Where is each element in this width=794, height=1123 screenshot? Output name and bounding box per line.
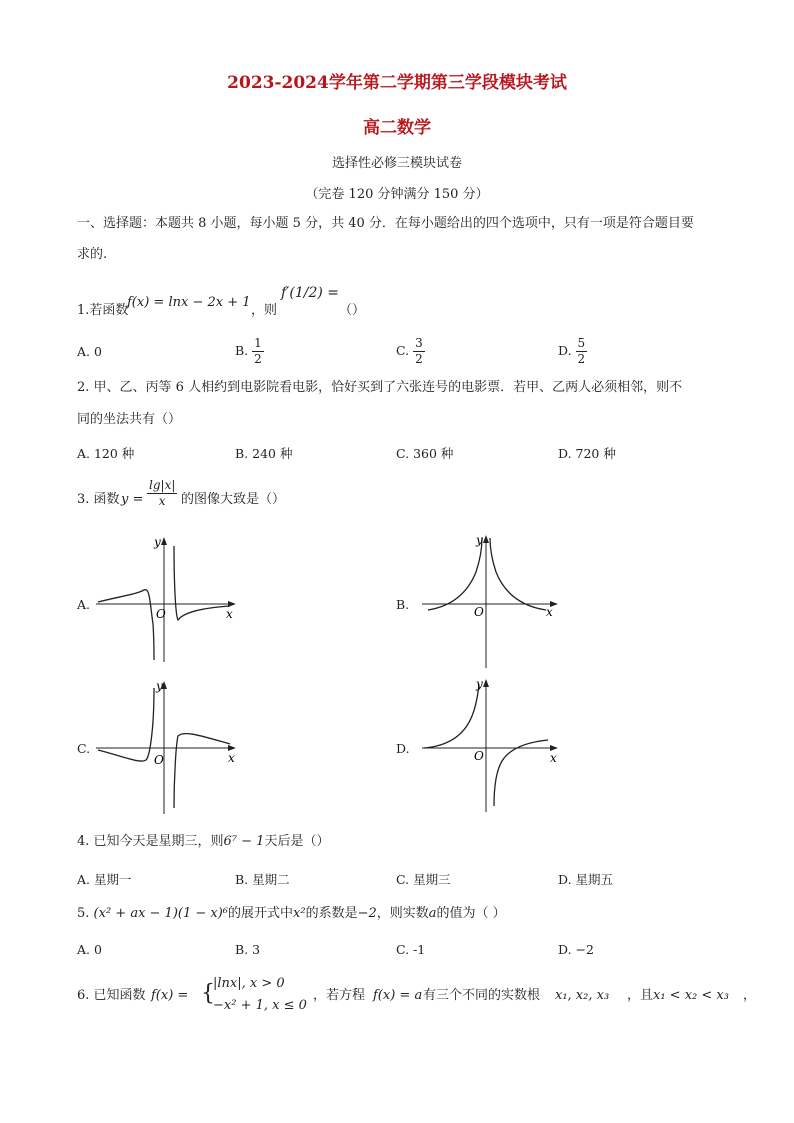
q2-option-a: A. 120 种 [77, 446, 135, 461]
question-3 [77, 478, 477, 522]
exam-subtitle: 选择性必修三模块试卷 [331, 156, 462, 171]
section-intro-line1: 一、选择题：本题共 8 小题，每小题 5 分，共 40 分．在每小题给出的四个选项中，只有一项是符合题目要 [77, 216, 694, 231]
q1-option-b [235, 336, 264, 367]
q6-case1: |lnx|, x > 0 [213, 976, 285, 991]
frac-den: 2 [415, 352, 423, 366]
graph-c-y-label: y [156, 679, 163, 693]
question-1 [77, 283, 757, 327]
graph-a-origin: O [156, 607, 166, 621]
q4-text-b: 天后是（） [264, 834, 330, 849]
question-6 [77, 972, 757, 1020]
graph-d-origin: O [474, 749, 484, 763]
graph-d-y-label: y [476, 677, 483, 691]
q6-fx: f(x) = [151, 988, 189, 1003]
q3-option-b-label: B. [396, 597, 410, 612]
exam-title: 2023-2024学年第二学期第三学段模块考试 [227, 73, 567, 93]
q4-text-a: 4. 已知今天是星期三，则 [77, 834, 224, 849]
question-4 [77, 832, 329, 852]
graph-a-x-label: x [226, 607, 233, 621]
graph-d [418, 676, 568, 816]
time-note: （完卷 120 分钟满分 150 分） [305, 187, 489, 202]
section-intro-line2: 求的. [77, 247, 108, 262]
q1-option-c [396, 336, 425, 367]
graph-b-x-label: x [546, 605, 553, 619]
q6-ineq: x₁ < x₂ < x₃ [653, 988, 729, 1003]
q1-suffix: （） [339, 303, 366, 318]
q6-text-b: 有三个不同的实数根 [423, 988, 541, 1003]
q4-option-c: C. 星期三 [396, 872, 451, 887]
q5-text-d: 的值为（ ） [436, 906, 506, 921]
graph-c [92, 678, 242, 818]
q6-text-a: ，若方程 [313, 988, 366, 1003]
q5-num: 5. [77, 906, 90, 921]
graph-b [418, 532, 568, 672]
q1-option-d-label: D. [558, 343, 572, 358]
question-5 [77, 904, 506, 924]
graph-c-origin: O [154, 753, 164, 767]
frac-den: x [158, 494, 166, 508]
q2-line2: 同的坐法共有（） [77, 412, 182, 427]
q2-option-b: B. 240 种 [235, 446, 293, 461]
q2-option-d: D. 720 种 [558, 446, 616, 461]
q5-text-c: ，则实数 [376, 906, 429, 921]
q4-option-b: B. 星期二 [235, 872, 290, 887]
q3-prefix: 3. 函数 [77, 492, 120, 507]
q5-a: a [428, 906, 437, 921]
q4-formula: 6⁷ − 1 [223, 834, 265, 849]
q5-text-b: 的系数是 [305, 906, 358, 921]
q5-text-a: 的展开式中 [228, 906, 294, 921]
q3-option-a-label: A. [77, 597, 91, 612]
q4-option-a: A. 星期一 [77, 872, 132, 887]
q5-option-b: B. 3 [235, 942, 261, 957]
q3-formula-lhs: y = [121, 492, 144, 507]
graph-a-y-label: y [154, 535, 161, 549]
q2-line1: 2. 甲、乙、丙等 6 人相约到电影院看电影，恰好买到了六张连号的电影票．若甲、乙两人必须相邻，则不 [77, 380, 683, 395]
q6-prefix: 6. 已知函数 [77, 988, 146, 1003]
q1-ask: f′(1/2) = [281, 285, 339, 301]
q1-option-a: A. 0 [77, 344, 102, 359]
q3-option-c-label: C. [77, 741, 91, 756]
q6-text-c: ，且 [627, 988, 654, 1003]
q1-option-c-label: C. [396, 343, 410, 358]
q2-option-c: C. 360 种 [396, 446, 454, 461]
q5-option-d: D. −2 [558, 942, 594, 957]
q6-eq: f(x) = a [373, 988, 423, 1003]
q1-formula: f(x) = lnx − 2x + 1 [127, 295, 251, 310]
frac-num: lg|x| [149, 478, 176, 492]
frac-den: 2 [254, 352, 262, 366]
q5-formula: (x² + ax − 1)(1 − x)⁶ [93, 906, 229, 921]
q6-case2: −x² + 1, x ≤ 0 [213, 998, 307, 1013]
frac-num: 5 [577, 336, 586, 350]
q3-suffix: 的图像大致是（） [181, 492, 286, 507]
q6-roots: x₁, x₂, x₃ [555, 988, 610, 1003]
q4-option-d: D. 星期五 [558, 872, 614, 887]
q1-mid: ，则 [251, 303, 278, 318]
q5-x2: x² [293, 906, 306, 921]
q1-option-c-frac [413, 336, 425, 367]
q3-frac [147, 478, 177, 509]
graph-b-y-label: y [476, 533, 483, 547]
q1-option-b-label: B. [235, 343, 249, 358]
graph-a [92, 534, 242, 664]
q1-prefix: 1.若函数 [77, 303, 129, 318]
graph-c-x-label: x [228, 751, 235, 765]
q5-option-c: C. -1 [396, 942, 426, 957]
graph-d-x-label: x [550, 751, 557, 765]
frac-den: 2 [577, 352, 586, 366]
subject-title: 高二数学 [363, 118, 431, 138]
q1-option-b-frac [252, 336, 264, 367]
graph-b-origin: O [474, 605, 484, 619]
q1-option-d [558, 336, 587, 367]
q1-option-d-frac [576, 336, 588, 367]
frac-num: 3 [415, 336, 423, 350]
q5-option-a: A. 0 [77, 942, 102, 957]
q6-end: ， [743, 988, 757, 1003]
q6-brace: { [201, 981, 215, 1006]
q5-val: −2 [357, 906, 377, 921]
q3-option-d-label: D. [396, 741, 410, 756]
frac-num: 1 [254, 336, 262, 350]
